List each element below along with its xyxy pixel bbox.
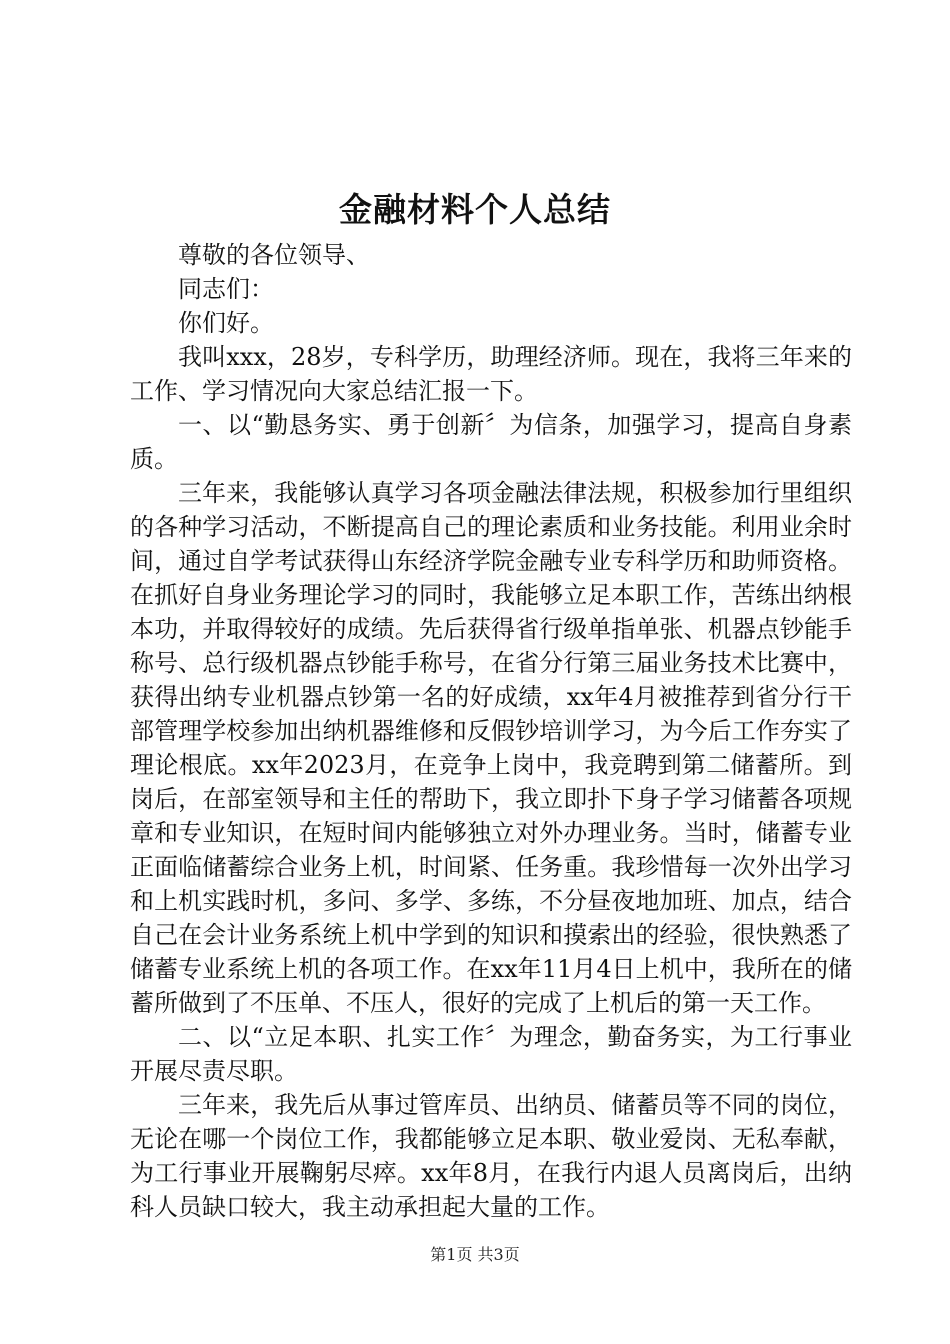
page-title: 金融材料个人总结	[339, 190, 611, 229]
intro-paragraph: 我叫xxx，28岁，专科学历，助理经济师。现在，我将三年来的工作、学习情况向大家总结汇报一下。	[130, 343, 852, 405]
greeting-line: 你们好。	[178, 309, 274, 337]
salutation-line-2: 同志们：	[178, 275, 274, 303]
section-1-paragraph: 三年来，我能够认真学习各项金融法律法规，积极参加行里组织的各种学习活动，不断提高自己的理论素质和业务技能。利用业余时间，通过自学考试获得山东经济学院金融专业专科学历和助师资格。在抓好自身业务理论学习的同时，我能够立足本职工作，苦练出纳根本功，并取得较好的成绩。先后获得省行级单指单张、机器点钞能手称号、总行级机器点钞能手称号，在省分行第三届业务技术比赛中，获得出纳专业机器点钞第一名的好成绩，xx年4月被推荐到省分行干部管理学校参加出纳机器维修和反假钞培训学习，为今后工作夯实了理论根底。xx年2023月，在竞争上岗中，我竞聘到第二储蓄所。到岗后，在部室领导和主任的帮助下，我立即扑下身子学习储蓄各项规章和专业知识，在短时间内能够独立对外办理业务。当时，储蓄专业正面临储蓄综合业务上机，时间紧、任务重。我珍惜每一次外出学习和上机实践时机，多问、多学、多练，不分昼夜地加班、加点，结合自己在会计业务系统上机中学到的知识和摸索出的经验，很快熟悉了储蓄专业系统上机的各项工作。在xx年11月4日上机中，我所在的储蓄所做到了不压单、不压人，很好的完成了上机后的第一天工作。	[130, 479, 852, 1017]
section-heading-1: 一、以“勤恳务实、勇于创新〞为信条，加强学习，提高自身素质。	[130, 411, 852, 473]
document-body	[130, 238, 852, 1224]
salutation-line-1: 尊敬的各位领导、	[178, 241, 370, 269]
page-footer: 第1页 共3页	[430, 1245, 520, 1264]
section-2-paragraph: 三年来，我先后从事过管库员、出纳员、储蓄员等不同的岗位，无论在哪一个岗位工作，我都能够立足本职、敬业爱岗、无私奉献，为工行事业开展鞠躬尽瘁。xx年8月，在我行内退人员离岗后，出纳科人员缺口较大，我主动承担起大量的工作。	[130, 1091, 852, 1221]
section-heading-2: 二、以“立足本职、扎实工作〞为理念，勤奋务实，为工行事业开展尽责尽职。	[130, 1023, 852, 1085]
